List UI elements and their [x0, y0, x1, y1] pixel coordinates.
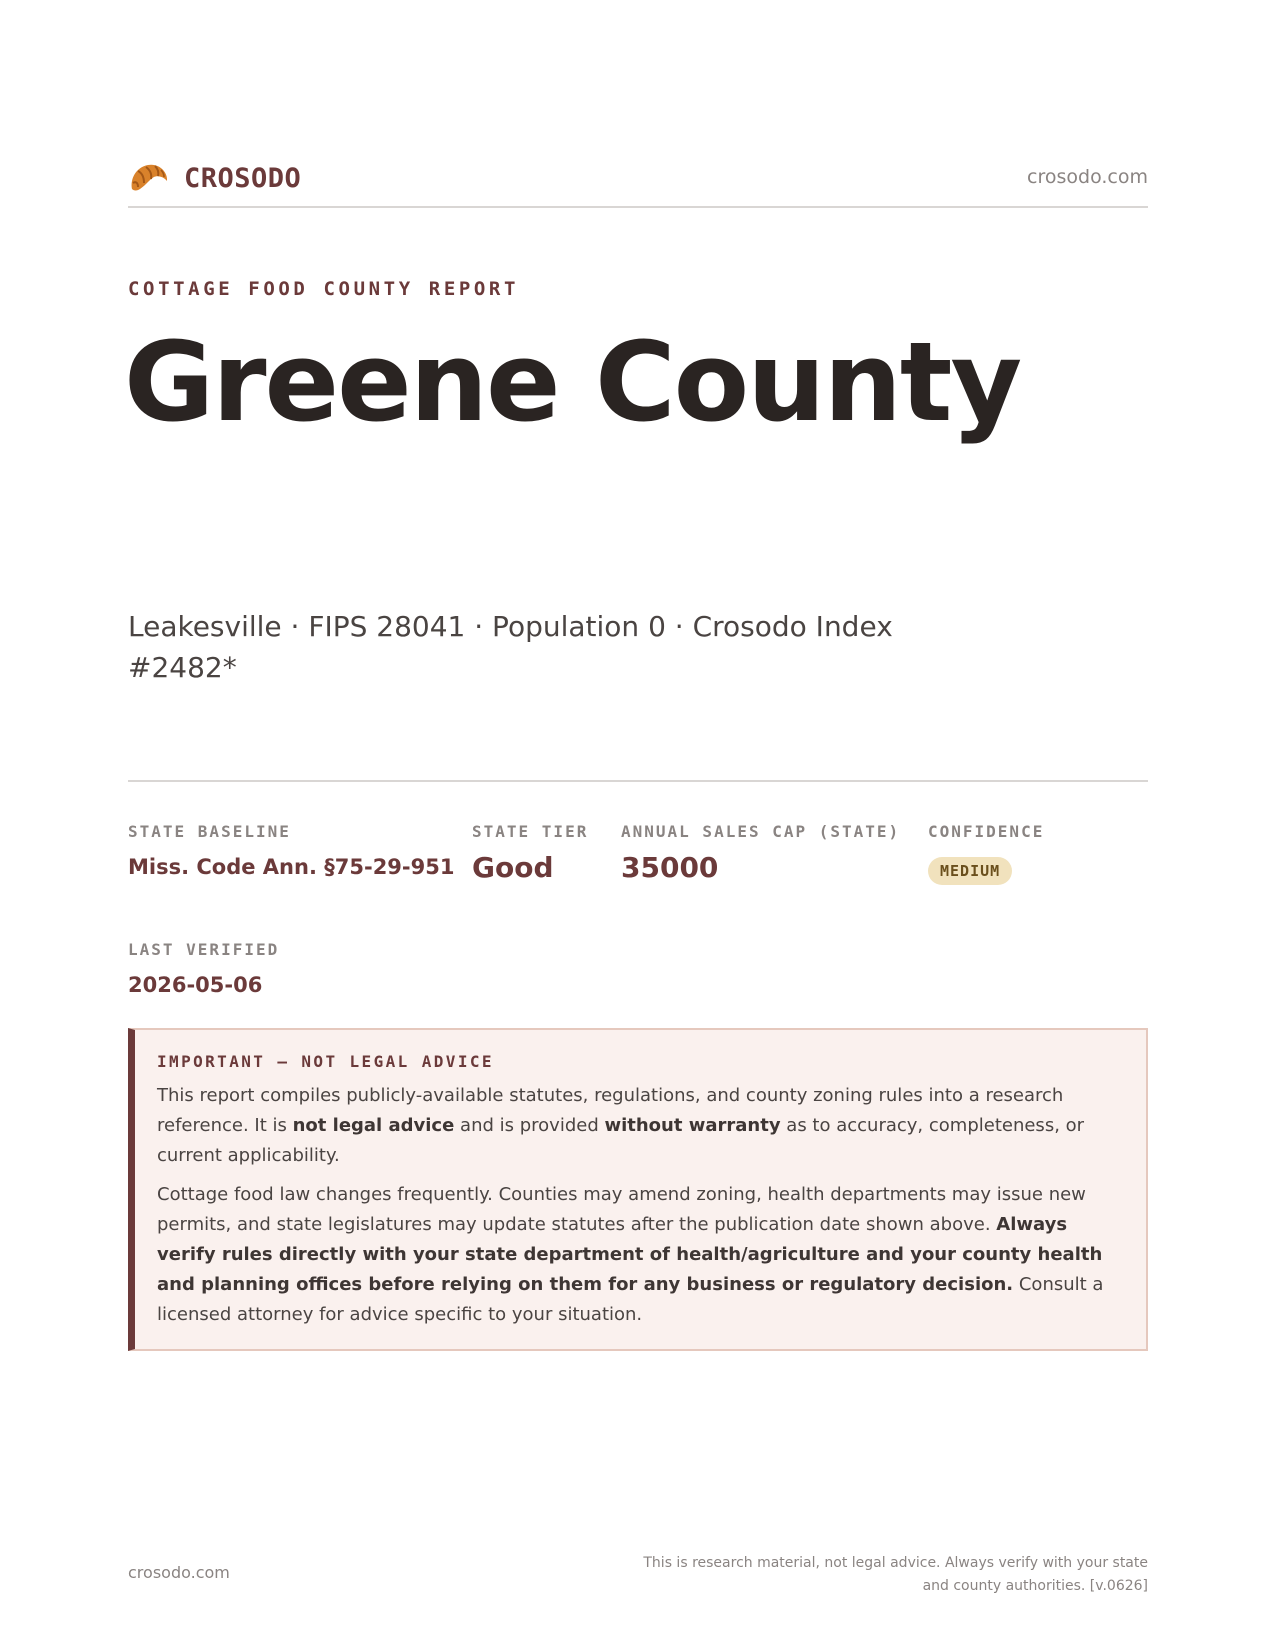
- disclaimer-emphasis: without warranty: [604, 1115, 781, 1136]
- disclaimer-emphasis: Always verify rules directly with your state department of health/agriculture and your county health and planning offices before relying on them for any business or regulatory decision.: [157, 1214, 1103, 1295]
- brand[interactable]: [128, 158, 301, 198]
- footer-note: This is research material, not legal advice. Always verify with your state and county authorities. [v.0626]: [643, 1555, 1148, 1594]
- brand-name: CROSODO: [184, 162, 302, 194]
- county-subtitle: Leakesville · FIPS 28041 · Population 0 · Crosodo Index #2482*: [128, 610, 893, 684]
- footer-site-url[interactable]: crosodo.com: [128, 1563, 230, 1582]
- fact-value: Good: [472, 851, 554, 884]
- fact-last-verified: [128, 940, 279, 997]
- fact-confidence: [928, 822, 1044, 885]
- disclaimer-text: as to accuracy, completeness, or current applicability.: [157, 1115, 1085, 1166]
- section-divider: [128, 780, 1148, 782]
- fact-annual-sales-cap: [621, 822, 900, 884]
- disclaimer-text: Consult a licensed attorney for advice specific to your situation.: [157, 1274, 1104, 1325]
- fact-state-tier: [472, 822, 588, 884]
- page-header: [128, 158, 1148, 208]
- fact-value: Miss. Code Ann. §75-29-951: [128, 855, 455, 879]
- page-title: Greene County: [124, 318, 1021, 446]
- fact-label: ANNUAL SALES CAP (STATE): [621, 822, 901, 841]
- disclaimer-text: and is provided: [454, 1115, 605, 1136]
- disclaimer-heading: IMPORTANT — NOT LEGAL ADVICE: [157, 1052, 494, 1071]
- disclaimer-paragraph-2: [157, 1180, 1120, 1330]
- fact-value: 2026-05-06: [128, 973, 263, 997]
- fact-label: LAST VERIFIED: [128, 940, 280, 959]
- fact-state-baseline: [128, 822, 454, 879]
- fact-label: STATE BASELINE: [128, 822, 291, 841]
- report-kicker: COTTAGE FOOD COUNTY REPORT: [128, 278, 520, 300]
- disclaimer-emphasis: not legal advice: [292, 1115, 455, 1136]
- disclaimer-paragraph-1: [157, 1081, 1120, 1171]
- disclaimer-box: [128, 1028, 1148, 1351]
- disclaimer-text: This report compiles publicly-available statutes, regulations, and county zoning rules into a research reference. It is: [157, 1085, 1064, 1136]
- report-page: [124, 0, 1148, 1650]
- fact-label: STATE TIER: [472, 822, 589, 841]
- header-site-url[interactable]: crosodo.com: [1027, 166, 1148, 188]
- fact-label: CONFIDENCE: [928, 822, 1045, 841]
- disclaimer-text: Cottage food law changes frequently. Counties may amend zoning, health departments may issue new permits, and state legislatures may update statutes after the publication date shown above.: [157, 1184, 1086, 1235]
- confidence-badge: MEDIUM: [928, 857, 1012, 885]
- croissant-icon: [128, 159, 170, 197]
- fact-value: 35000: [621, 851, 719, 884]
